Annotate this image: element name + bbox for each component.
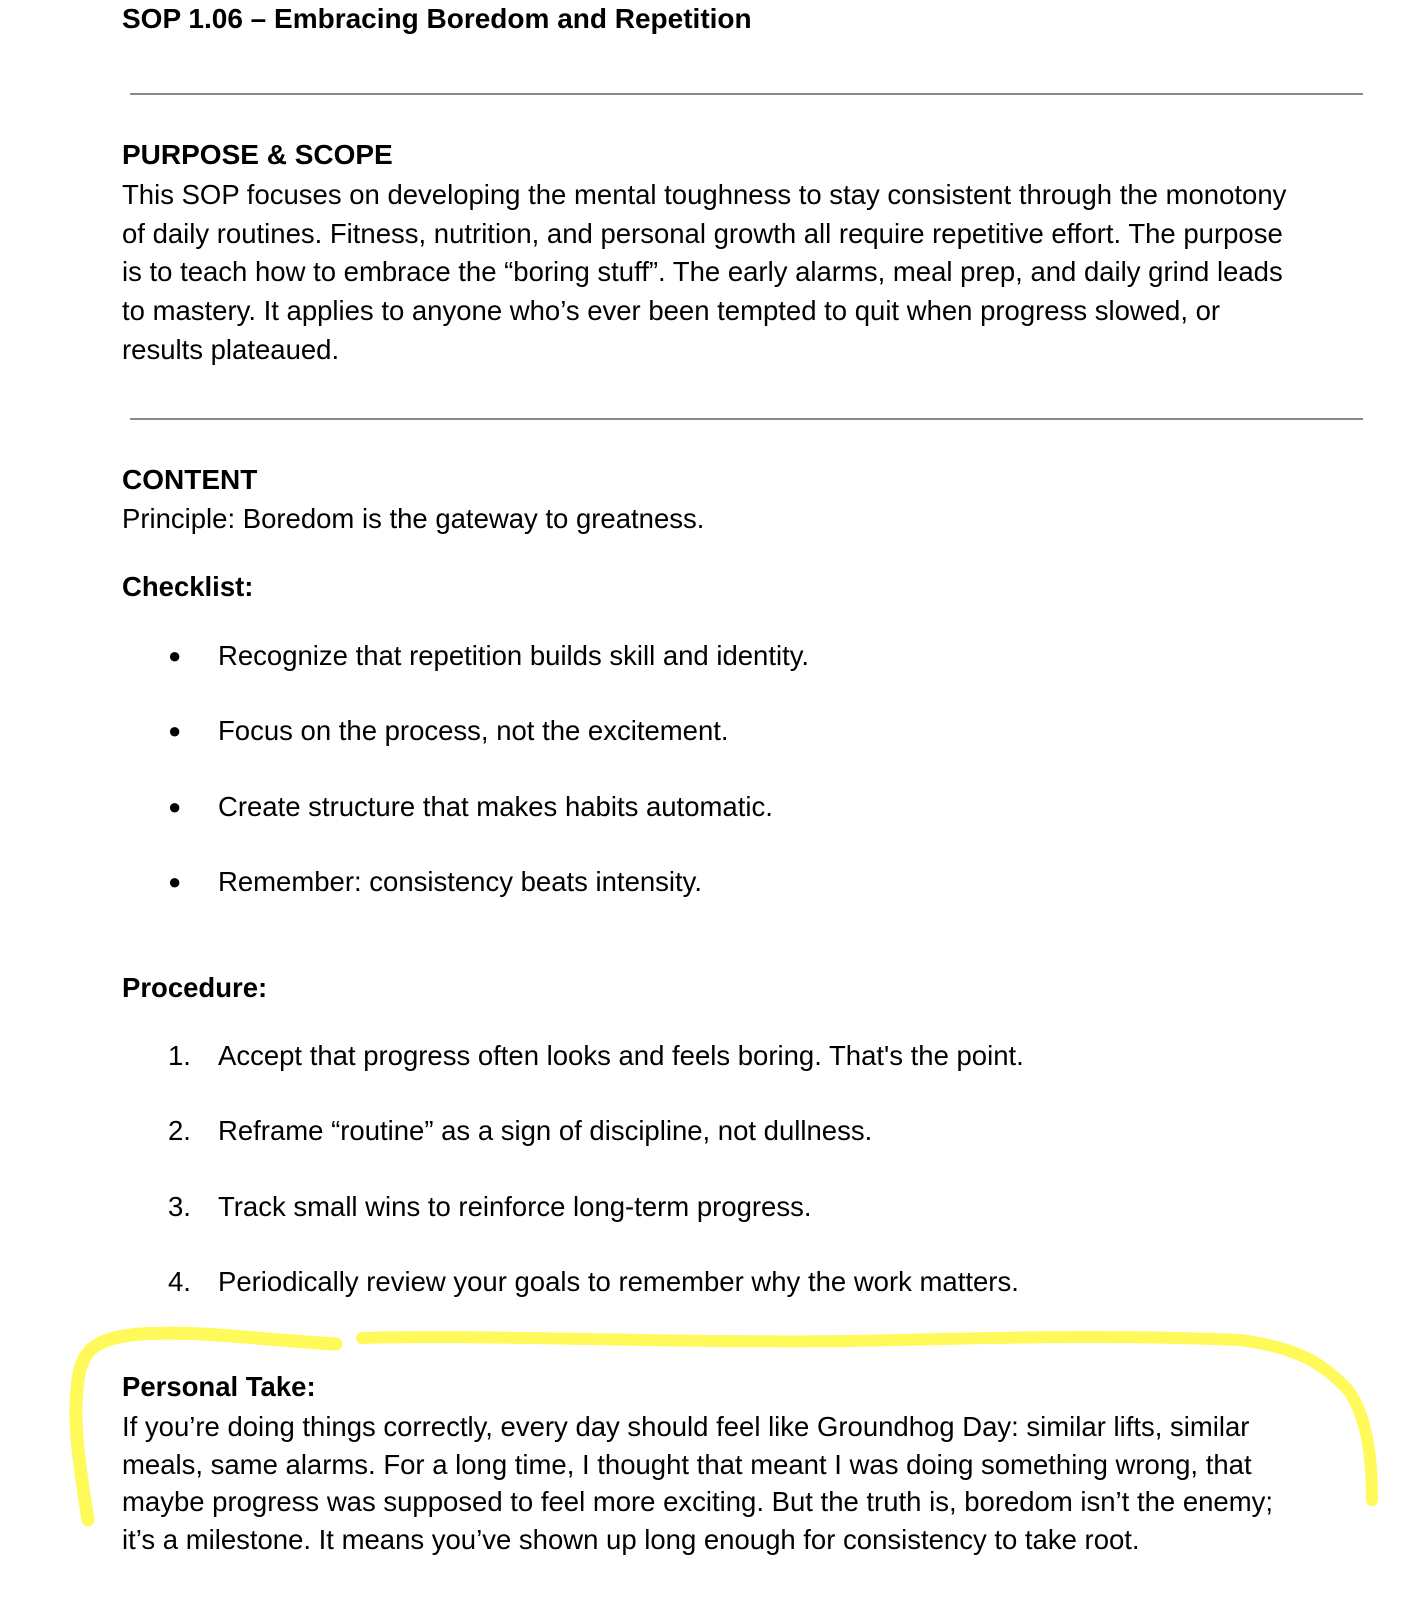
step-number: 2. [168,1115,191,1146]
procedure-heading: Procedure: [122,972,268,1003]
paragraph-line: This SOP focuses on developing the mental toughness to stay consistent through the monotony [122,179,1287,210]
paragraph-line: to mastery. It applies to anyone who’s ever been tempted to quit when progress slowed, or [122,295,1221,327]
checklist-item-text: Remember: consistency beats intensity. [218,866,703,897]
step-number: 4. [168,1266,191,1297]
bullet-icon: ● [168,643,182,668]
paragraph-line: of daily routines. Fitness, nutrition, and personal growth all require repetitive effort. The purpose [122,217,1283,249]
step-text: Reframe “routine” as a sign of discipline, not dullness. [218,1115,873,1146]
procedure-step [168,1191,811,1223]
paragraph-line: If you’re doing things correctly, every day should feel like Groundhog Day: similar lifts, similar [122,1411,1250,1442]
content-heading: CONTENT [122,464,258,495]
checklist-item-text: Create structure that makes habits automatic. [218,791,773,822]
paragraph-line: is to teach how to embrace the “boring stuff”. The early alarms, meal prep, and daily grind leads [122,256,1283,288]
step-number: 1. [168,1040,191,1071]
document-title: SOP 1.06 – Embracing Boredom and Repetition [122,3,752,34]
horizontal-divider [130,93,1363,95]
checklist-item-text: Focus on the process, not the excitement. [218,715,729,746]
checklist-item [168,715,729,747]
paragraph-line: maybe progress was supposed to feel more exciting. But the truth is, boredom isn’t the enemy; [122,1486,1273,1517]
checklist-item [168,866,702,898]
step-text: Track small wins to reinforce long-term progress. [218,1191,812,1222]
purpose-scope-paragraph [122,176,1382,370]
bullet-icon: ● [168,718,182,743]
paragraph-line: meals, same alarms. For a long time, I thought that meant I was doing something wrong, that [122,1448,1252,1480]
procedure-step [168,1115,872,1147]
procedure-step [168,1266,1019,1298]
purpose-scope-heading: PURPOSE & SCOPE [122,139,393,170]
checklist-heading: Checklist: [122,571,254,602]
step-text: Accept that progress often looks and feels boring. That's the point. [218,1040,1024,1071]
paragraph-line: it’s a milestone. It means you’ve shown up long enough for consistency to take root. [122,1523,1140,1555]
step-number: 3. [168,1191,191,1222]
paragraph-line: results plateaued. [122,333,340,365]
personal-take-paragraph [122,1408,1382,1558]
checklist-item [168,640,809,672]
checklist-item [168,791,773,823]
checklist-item-text: Recognize that repetition builds skill and identity. [218,640,810,671]
personal-take-heading: Personal Take: [122,1371,316,1402]
bullet-icon: ● [168,794,182,819]
horizontal-divider [130,418,1363,420]
step-text: Periodically review your goals to remember why the work matters. [218,1266,1019,1297]
bullet-icon: ● [168,869,182,894]
principle-text: Principle: Boredom is the gateway to greatness. [122,503,705,534]
procedure-step [168,1040,1024,1072]
